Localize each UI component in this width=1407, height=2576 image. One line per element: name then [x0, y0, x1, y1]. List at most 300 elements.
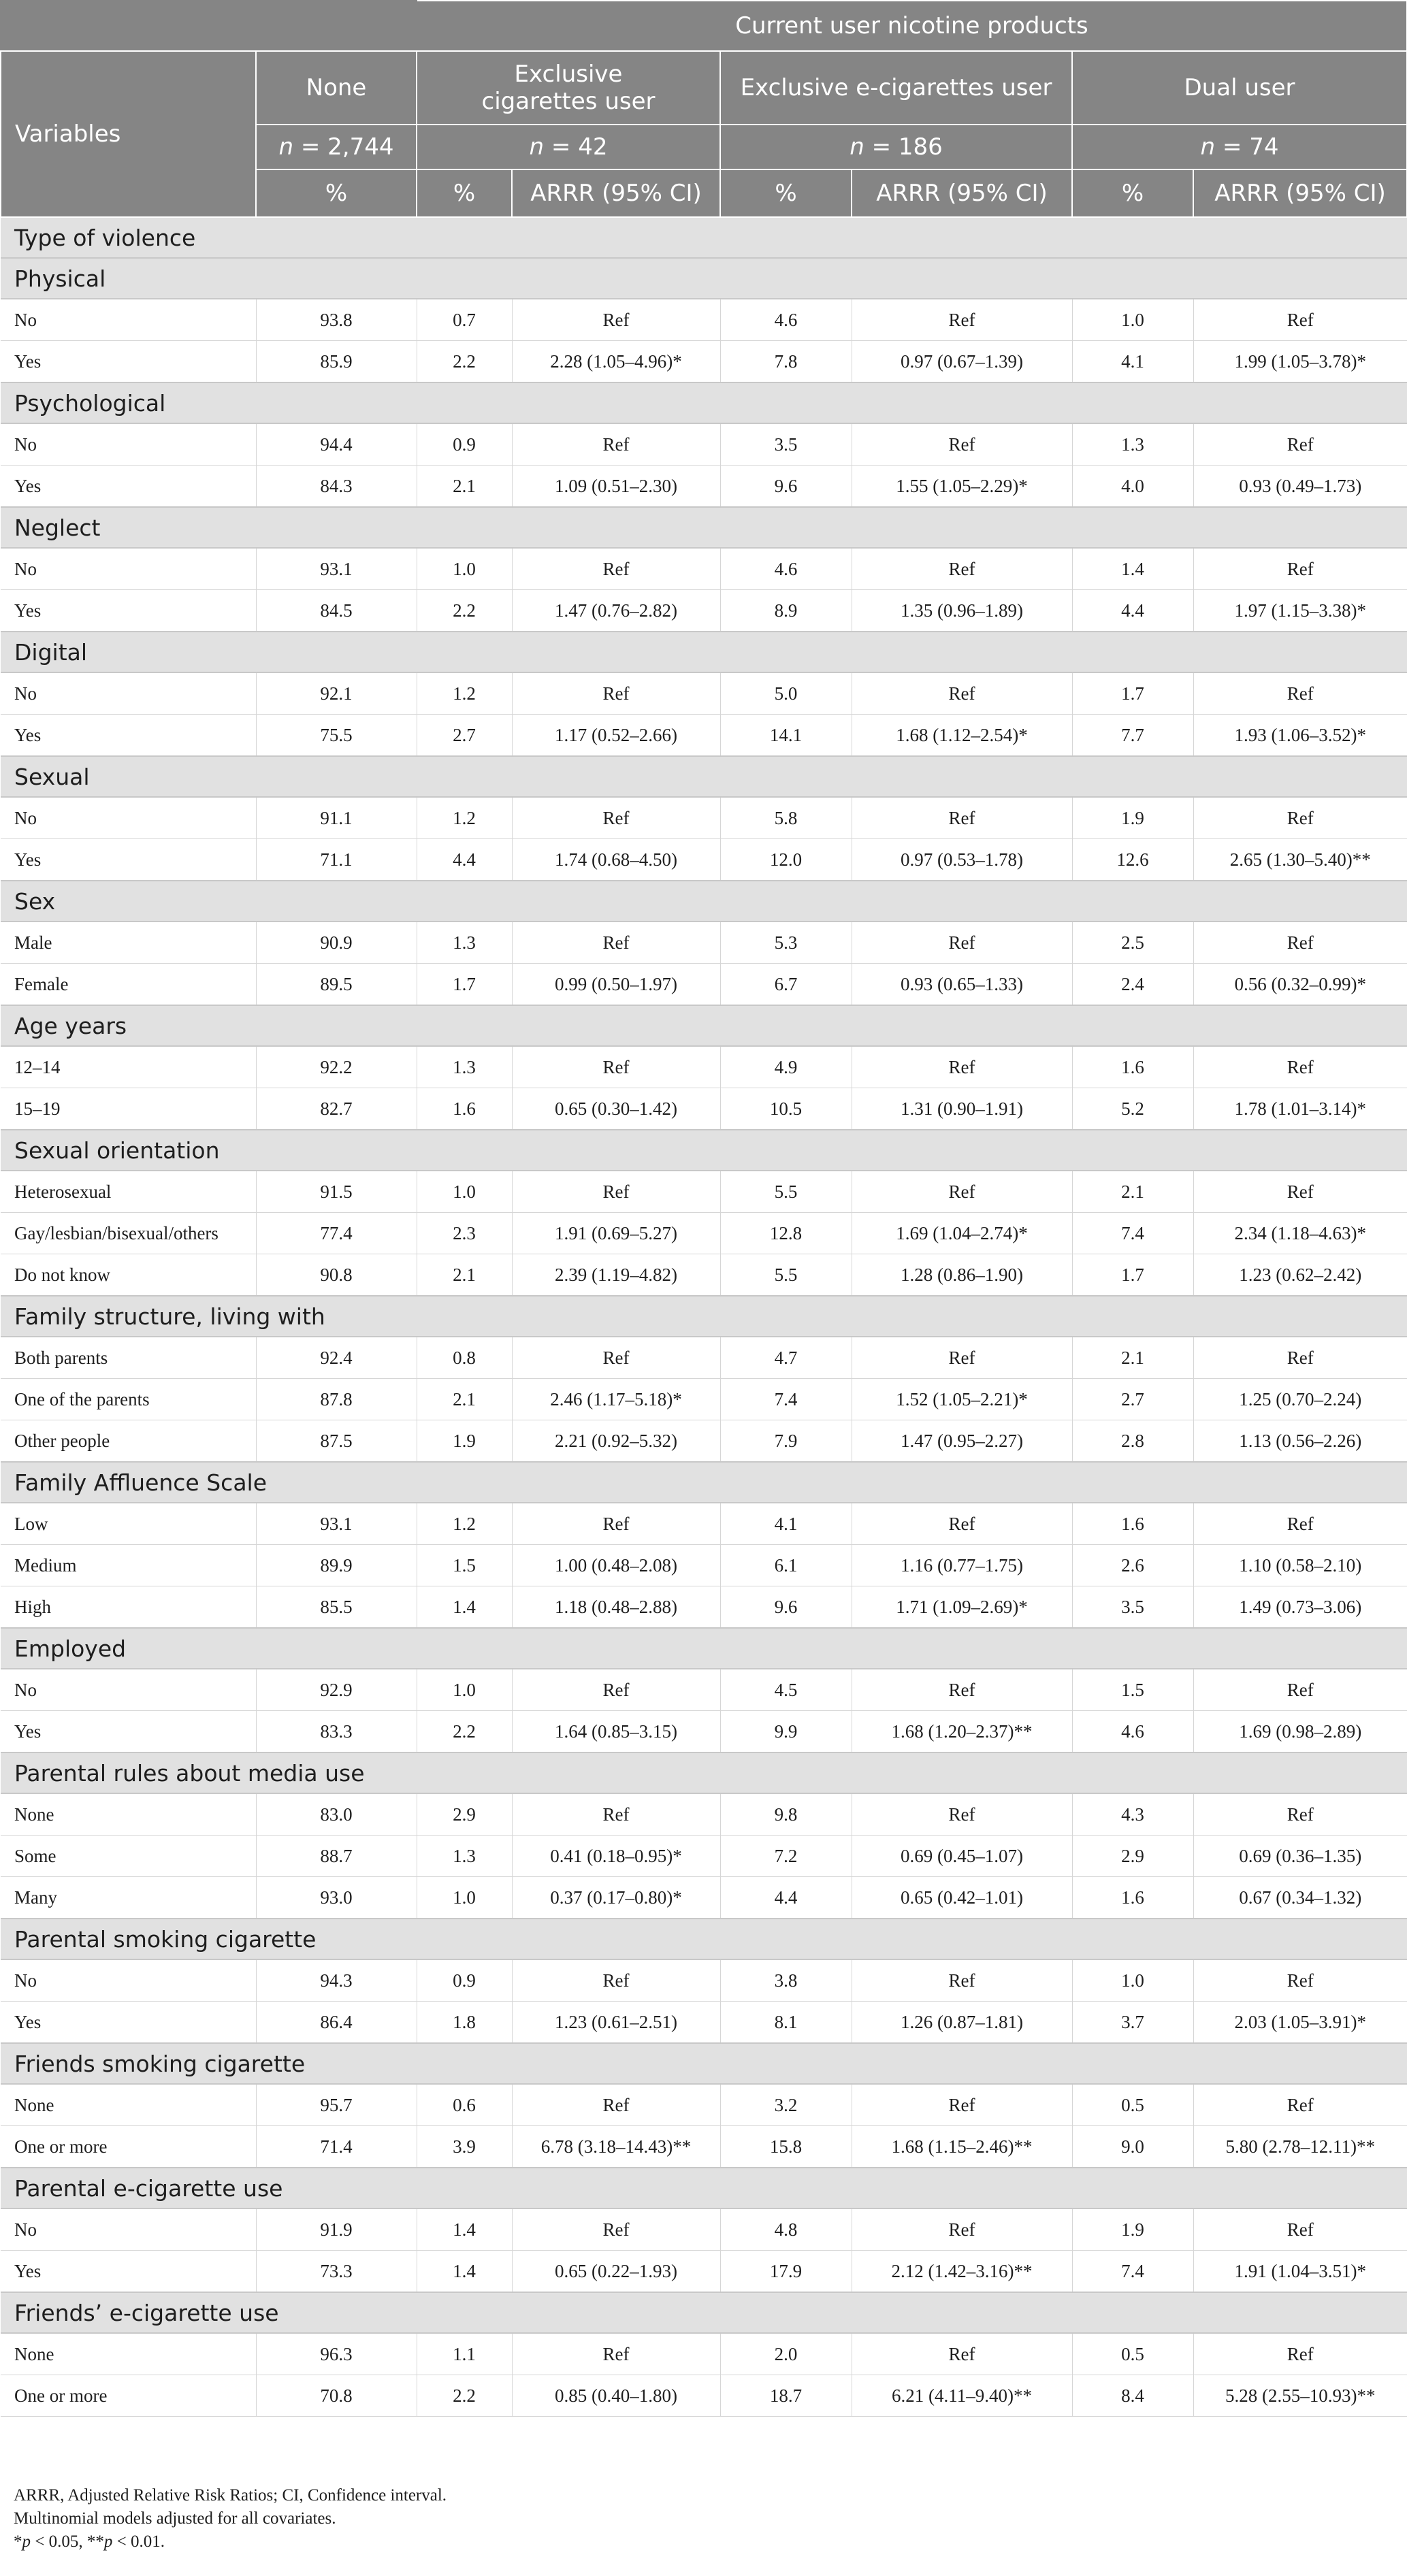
- group-n-none: n = 2,744: [256, 125, 417, 169]
- table-cell: 92.9: [256, 1669, 417, 1711]
- arrr-header: ARRR (95% CI): [852, 169, 1072, 217]
- section-header: [1, 507, 1407, 548]
- arrr-header: ARRR (95% CI): [1193, 169, 1407, 217]
- table-cell: 4.6: [1072, 1711, 1193, 1753]
- table-cell: Ref: [1193, 1959, 1407, 2002]
- variables-label: Variables: [1, 51, 256, 217]
- table-cell: 1.49 (0.73–3.06): [1193, 1586, 1407, 1629]
- table-cell: 83.0: [256, 1793, 417, 1836]
- table-cell: 1.4: [1072, 548, 1193, 590]
- row-label: Yes: [1, 2002, 256, 2044]
- table-cell: Ref: [852, 922, 1072, 964]
- table-cell: 1.0: [1072, 299, 1193, 341]
- table-cell: Ref: [512, 2333, 720, 2375]
- table-cell: 89.5: [256, 964, 417, 1006]
- section-header: [1, 217, 1407, 258]
- table-cell: Ref: [512, 922, 720, 964]
- table-row: [1, 2333, 1407, 2375]
- pct-header: %: [256, 169, 417, 217]
- table-cell: 3.9: [417, 2126, 512, 2168]
- table-row: [1, 1254, 1407, 1297]
- group-n-cigarettes: n = 42: [417, 125, 720, 169]
- row-label: No: [1, 548, 256, 590]
- table-cell: 75.5: [256, 715, 417, 757]
- table-cell: 8.4: [1072, 2375, 1193, 2417]
- table-cell: 4.9: [720, 1046, 852, 1088]
- row-label: No: [1, 1669, 256, 1711]
- table-cell: 0.99 (0.50–1.97): [512, 964, 720, 1006]
- table-cell: 1.78 (1.01–3.14)*: [1193, 1088, 1407, 1130]
- table-cell: Ref: [512, 1503, 720, 1545]
- table-cell: Ref: [512, 423, 720, 466]
- row-label: Medium: [1, 1545, 256, 1586]
- table-cell: 4.0: [1072, 466, 1193, 508]
- table-cell: Ref: [512, 1793, 720, 1836]
- section-title: Employed: [1, 1628, 1407, 1669]
- table-cell: 1.26 (0.87–1.81): [852, 2002, 1072, 2044]
- group-name-dual: Dual user: [1072, 51, 1407, 125]
- table-cell: 92.4: [256, 1337, 417, 1379]
- table-cell: 2.7: [1072, 1379, 1193, 1420]
- table-cell: 2.2: [417, 341, 512, 383]
- table-cell: Ref: [852, 672, 1072, 715]
- table-cell: 2.1: [417, 1254, 512, 1297]
- table-cell: Ref: [1193, 797, 1407, 839]
- table-cell: Ref: [1193, 299, 1407, 341]
- table-cell: 4.8: [720, 2208, 852, 2251]
- table-cell: 6.1: [720, 1545, 852, 1586]
- table-cell: 5.5: [720, 1254, 852, 1297]
- table-cell: 4.4: [1072, 590, 1193, 632]
- table-cell: 6.7: [720, 964, 852, 1006]
- table-cell: 93.1: [256, 1503, 417, 1545]
- table-cell: 10.5: [720, 1088, 852, 1130]
- table-cell: 6.78 (3.18–14.43)**: [512, 2126, 720, 2168]
- table-cell: 2.28 (1.05–4.96)*: [512, 341, 720, 383]
- section-header: [1, 1130, 1407, 1171]
- table-cell: 1.6: [1072, 1503, 1193, 1545]
- section-header: [1, 881, 1407, 922]
- table-cell: 94.3: [256, 1959, 417, 2002]
- table-cell: 5.2: [1072, 1088, 1193, 1130]
- table-cell: 2.34 (1.18–4.63)*: [1193, 1213, 1407, 1254]
- table-cell: Ref: [852, 1171, 1072, 1213]
- table-cell: 3.2: [720, 2084, 852, 2126]
- table-cell: 83.3: [256, 1711, 417, 1753]
- table-cell: 85.5: [256, 1586, 417, 1629]
- row-label: None: [1, 1793, 256, 1836]
- table-cell: 5.28 (2.55–10.93)**: [1193, 2375, 1407, 2417]
- table-cell: Ref: [1193, 1793, 1407, 1836]
- table-cell: 5.0: [720, 672, 852, 715]
- table-cell: Ref: [512, 2084, 720, 2126]
- section-title: Family structure, living with: [1, 1296, 1407, 1337]
- table-cell: 1.8: [417, 2002, 512, 2044]
- table-row: [1, 2208, 1407, 2251]
- row-label: High: [1, 1586, 256, 1629]
- table-cell: Ref: [1193, 1503, 1407, 1545]
- section-header: [1, 1462, 1407, 1503]
- table-cell: 93.1: [256, 548, 417, 590]
- table-cell: Ref: [512, 2208, 720, 2251]
- table-cell: 2.21 (0.92–5.32): [512, 1420, 720, 1463]
- table-cell: Ref: [852, 1669, 1072, 1711]
- row-label: Yes: [1, 341, 256, 383]
- table-cell: Ref: [852, 2333, 1072, 2375]
- table-row: [1, 1379, 1407, 1420]
- table-cell: 2.1: [417, 1379, 512, 1420]
- row-label: Yes: [1, 715, 256, 757]
- table-cell: 71.4: [256, 2126, 417, 2168]
- table-cell: 7.7: [1072, 715, 1193, 757]
- table-cell: 1.10 (0.58–2.10): [1193, 1545, 1407, 1586]
- row-label: Yes: [1, 1711, 256, 1753]
- section-header: [1, 2168, 1407, 2208]
- table-cell: 95.7: [256, 2084, 417, 2126]
- table-cell: 14.1: [720, 715, 852, 757]
- table-cell: 5.3: [720, 922, 852, 964]
- table-cell: 2.46 (1.17–5.18)*: [512, 1379, 720, 1420]
- table-cell: 89.9: [256, 1545, 417, 1586]
- table-row: [1, 466, 1407, 508]
- table-cell: 2.4: [1072, 964, 1193, 1006]
- row-label: None: [1, 2084, 256, 2126]
- table-cell: 1.18 (0.48–2.88): [512, 1586, 720, 1629]
- table-cell: Ref: [1193, 2333, 1407, 2375]
- table-cell: 71.1: [256, 839, 417, 881]
- table-cell: 2.12 (1.42–3.16)**: [852, 2251, 1072, 2293]
- table-cell: 7.8: [720, 341, 852, 383]
- table-cell: 1.16 (0.77–1.75): [852, 1545, 1072, 1586]
- table-cell: 1.97 (1.15–3.38)*: [1193, 590, 1407, 632]
- table-cell: 1.68 (1.12–2.54)*: [852, 715, 1072, 757]
- table-cell: 3.5: [720, 423, 852, 466]
- table-cell: 2.0: [720, 2333, 852, 2375]
- table-cell: 1.28 (0.86–1.90): [852, 1254, 1072, 1297]
- table-row: [1, 1337, 1407, 1379]
- table-cell: 0.9: [417, 1959, 512, 2002]
- row-label: None: [1, 2333, 256, 2375]
- table-row: [1, 1088, 1407, 1130]
- table-cell: 1.1: [417, 2333, 512, 2375]
- table-cell: 84.5: [256, 590, 417, 632]
- table-cell: 93.8: [256, 299, 417, 341]
- row-label: Both parents: [1, 1337, 256, 1379]
- table-cell: 3.7: [1072, 2002, 1193, 2044]
- table-cell: 4.4: [417, 839, 512, 881]
- table-cell: 73.3: [256, 2251, 417, 2293]
- table-cell: Ref: [1193, 1171, 1407, 1213]
- table-row: [1, 1046, 1407, 1088]
- table-cell: 92.1: [256, 672, 417, 715]
- table-cell: 1.9: [1072, 797, 1193, 839]
- table-cell: Ref: [1193, 1046, 1407, 1088]
- table-row: [1, 1959, 1407, 2002]
- table-cell: 1.6: [1072, 1046, 1193, 1088]
- row-label: Gay/lesbian/bisexual/others: [1, 1213, 256, 1254]
- table-cell: 86.4: [256, 2002, 417, 2044]
- section-title: Physical: [1, 258, 1407, 299]
- section-title: Neglect: [1, 507, 1407, 548]
- table-cell: 9.6: [720, 1586, 852, 1629]
- table-cell: Ref: [512, 1337, 720, 1379]
- table-cell: 1.2: [417, 797, 512, 839]
- table-cell: 1.91 (0.69–5.27): [512, 1213, 720, 1254]
- table-cell: 4.6: [720, 548, 852, 590]
- row-label: No: [1, 1959, 256, 2002]
- group-n-ecig: n = 186: [720, 125, 1072, 169]
- section-title: Psychological: [1, 382, 1407, 423]
- table-row: [1, 548, 1407, 590]
- table-cell: 0.93 (0.49–1.73): [1193, 466, 1407, 508]
- table-row: [1, 341, 1407, 383]
- table-cell: Ref: [1193, 2084, 1407, 2126]
- table-cell: Ref: [852, 548, 1072, 590]
- table-notes: [14, 2484, 447, 2554]
- table-cell: 0.97 (0.53–1.78): [852, 839, 1072, 881]
- table-cell: 2.9: [417, 1793, 512, 1836]
- table-cell: 1.7: [1072, 1254, 1193, 1297]
- section-header: [1, 632, 1407, 672]
- header-blank: [1, 1, 417, 51]
- section-header: [1, 756, 1407, 797]
- table-cell: 82.7: [256, 1088, 417, 1130]
- row-label: Other people: [1, 1420, 256, 1463]
- table-cell: 12.6: [1072, 839, 1193, 881]
- table-cell: 2.5: [1072, 922, 1193, 964]
- table-cell: 1.3: [417, 1836, 512, 1877]
- table-row: [1, 1213, 1407, 1254]
- table-cell: 0.65 (0.30–1.42): [512, 1088, 720, 1130]
- table-cell: 0.9: [417, 423, 512, 466]
- row-label: Do not know: [1, 1254, 256, 1297]
- table-cell: Ref: [1193, 423, 1407, 466]
- group-name-cigarettes: Exclusive cigarettes user: [417, 51, 720, 125]
- table-cell: 1.0: [417, 1877, 512, 1919]
- table-cell: 1.7: [417, 964, 512, 1006]
- table-cell: 0.67 (0.34–1.32): [1193, 1877, 1407, 1919]
- row-label: 12–14: [1, 1046, 256, 1088]
- row-label: No: [1, 797, 256, 839]
- table-cell: 0.7: [417, 299, 512, 341]
- table-cell: 1.0: [1072, 1959, 1193, 2002]
- pct-header: %: [1072, 169, 1193, 217]
- table-cell: 2.7: [417, 715, 512, 757]
- table-row: [1, 1545, 1407, 1586]
- table-row: [1, 1586, 1407, 1629]
- table-cell: Ref: [512, 1959, 720, 2002]
- table-cell: 1.3: [1072, 423, 1193, 466]
- table-cell: Ref: [512, 1171, 720, 1213]
- table-row: [1, 672, 1407, 715]
- table-cell: 8.1: [720, 2002, 852, 2044]
- table-row: [1, 2375, 1407, 2417]
- table-cell: 0.65 (0.42–1.01): [852, 1877, 1072, 1919]
- table-cell: 7.4: [1072, 1213, 1193, 1254]
- section-header: [1, 1005, 1407, 1046]
- table-cell: 18.7: [720, 2375, 852, 2417]
- table-cell: 2.1: [1072, 1337, 1193, 1379]
- table-row: [1, 797, 1407, 839]
- section-header: [1, 258, 1407, 299]
- table-cell: 91.1: [256, 797, 417, 839]
- row-label: Female: [1, 964, 256, 1006]
- table-cell: 4.4: [720, 1877, 852, 1919]
- table-cell: 1.13 (0.56–2.26): [1193, 1420, 1407, 1463]
- row-label: One or more: [1, 2126, 256, 2168]
- table-cell: 1.09 (0.51–2.30): [512, 466, 720, 508]
- table-cell: 0.37 (0.17–0.80)*: [512, 1877, 720, 1919]
- note-abbreviations: ARRR, Adjusted Relative Risk Ratios; CI, Confidence interval.: [14, 2486, 447, 2505]
- table-cell: 2.2: [417, 590, 512, 632]
- table-cell: 1.0: [417, 1171, 512, 1213]
- table-row: [1, 964, 1407, 1006]
- row-label: No: [1, 423, 256, 466]
- table-cell: 87.8: [256, 1379, 417, 1420]
- table-cell: Ref: [852, 2084, 1072, 2126]
- section-title: Parental smoking cigarette: [1, 1919, 1407, 1959]
- section-title: Age years: [1, 1005, 1407, 1046]
- table-cell: 0.65 (0.22–1.93): [512, 2251, 720, 2293]
- table-cell: 1.47 (0.76–2.82): [512, 590, 720, 632]
- table-cell: 9.6: [720, 466, 852, 508]
- table-cell: 0.93 (0.65–1.33): [852, 964, 1072, 1006]
- table-cell: 3.5: [1072, 1586, 1193, 1629]
- table-cell: 1.5: [417, 1545, 512, 1586]
- table-cell: Ref: [512, 299, 720, 341]
- table-cell: 1.4: [417, 2251, 512, 2293]
- table-cell: 7.4: [720, 1379, 852, 1420]
- table-cell: 1.99 (1.05–3.78)*: [1193, 341, 1407, 383]
- table-cell: 91.9: [256, 2208, 417, 2251]
- table-cell: 87.5: [256, 1420, 417, 1463]
- section-header: [1, 2292, 1407, 2333]
- section-header: [1, 1919, 1407, 1959]
- table-cell: 9.9: [720, 1711, 852, 1753]
- table-cell: Ref: [1193, 1669, 1407, 1711]
- row-label: Many: [1, 1877, 256, 1919]
- table-cell: 77.4: [256, 1213, 417, 1254]
- table-row: [1, 2126, 1407, 2168]
- row-label: Male: [1, 922, 256, 964]
- table-cell: 0.41 (0.18–0.95)*: [512, 1836, 720, 1877]
- table-cell: 0.69 (0.36–1.35): [1193, 1836, 1407, 1877]
- table-cell: 1.9: [1072, 2208, 1193, 2251]
- table-cell: 1.5: [1072, 1669, 1193, 1711]
- table-cell: 0.5: [1072, 2084, 1193, 2126]
- table-cell: 92.2: [256, 1046, 417, 1088]
- table-cell: 1.91 (1.04–3.51)*: [1193, 2251, 1407, 2293]
- table-cell: 1.4: [417, 2208, 512, 2251]
- section-title: Sexual: [1, 756, 1407, 797]
- table-cell: 2.39 (1.19–4.82): [512, 1254, 720, 1297]
- table-cell: 2.03 (1.05–3.91)*: [1193, 2002, 1407, 2044]
- table-cell: 1.3: [417, 922, 512, 964]
- table-cell: 90.8: [256, 1254, 417, 1297]
- table-cell: 15.8: [720, 2126, 852, 2168]
- table-cell: 2.6: [1072, 1545, 1193, 1586]
- table-cell: 4.1: [1072, 341, 1193, 383]
- section-header: [1, 1628, 1407, 1669]
- table-cell: 2.2: [417, 1711, 512, 1753]
- table-cell: 90.9: [256, 922, 417, 964]
- table-row: [1, 715, 1407, 757]
- group-name-none: None: [256, 51, 417, 125]
- table-cell: 1.93 (1.06–3.52)*: [1193, 715, 1407, 757]
- table-cell: 1.2: [417, 1503, 512, 1545]
- table-cell: Ref: [512, 797, 720, 839]
- table-row: [1, 2251, 1407, 2293]
- table-row: [1, 1420, 1407, 1463]
- table-row: [1, 423, 1407, 466]
- table-cell: Ref: [1193, 672, 1407, 715]
- note-models: Multinomial models adjusted for all covariates.: [14, 2509, 336, 2528]
- table-cell: 1.9: [417, 1420, 512, 1463]
- table-cell: Ref: [852, 1046, 1072, 1088]
- section-title: Parental e-cigarette use: [1, 2168, 1407, 2208]
- super-title: Current user nicotine products: [417, 1, 1407, 51]
- table-cell: 1.23 (0.62–2.42): [1193, 1254, 1407, 1297]
- table-cell: 4.3: [1072, 1793, 1193, 1836]
- table-cell: 1.69 (0.98–2.89): [1193, 1711, 1407, 1753]
- table-cell: 84.3: [256, 466, 417, 508]
- row-label: Low: [1, 1503, 256, 1545]
- pct-header: %: [417, 169, 512, 217]
- row-label: Yes: [1, 2251, 256, 2293]
- table-cell: 0.8: [417, 1337, 512, 1379]
- table-cell: 0.97 (0.67–1.39): [852, 341, 1072, 383]
- table-body: [1, 217, 1407, 2417]
- row-label: Yes: [1, 839, 256, 881]
- row-label: No: [1, 2208, 256, 2251]
- table-cell: 1.00 (0.48–2.08): [512, 1545, 720, 1586]
- section-title: Family Affluence Scale: [1, 1462, 1407, 1503]
- table-cell: 7.4: [1072, 2251, 1193, 2293]
- row-label: 15–19: [1, 1088, 256, 1130]
- table-cell: Ref: [852, 423, 1072, 466]
- table-cell: 1.35 (0.96–1.89): [852, 590, 1072, 632]
- table-cell: 1.6: [1072, 1877, 1193, 1919]
- table-cell: 1.31 (0.90–1.91): [852, 1088, 1072, 1130]
- table-cell: 96.3: [256, 2333, 417, 2375]
- table-cell: Ref: [852, 2208, 1072, 2251]
- section-title: Sexual orientation: [1, 1130, 1407, 1171]
- table-cell: Ref: [852, 1503, 1072, 1545]
- table-cell: 2.1: [1072, 1171, 1193, 1213]
- table-cell: 1.55 (1.05–2.29)*: [852, 466, 1072, 508]
- group-name-ecig: Exclusive e-cigarettes user: [720, 51, 1072, 125]
- table-cell: Ref: [1193, 1337, 1407, 1379]
- table-row: [1, 1836, 1407, 1877]
- row-label: Yes: [1, 590, 256, 632]
- table-cell: 4.1: [720, 1503, 852, 1545]
- table-cell: 94.4: [256, 423, 417, 466]
- table-cell: Ref: [1193, 548, 1407, 590]
- section-header: [1, 1296, 1407, 1337]
- table-row: [1, 1711, 1407, 1753]
- table-row: [1, 590, 1407, 632]
- table-cell: 9.8: [720, 1793, 852, 1836]
- table-cell: 5.8: [720, 797, 852, 839]
- section-title: Friends smoking cigarette: [1, 2043, 1407, 2084]
- table-cell: 9.0: [1072, 2126, 1193, 2168]
- section-header: [1, 2043, 1407, 2084]
- table-cell: Ref: [852, 299, 1072, 341]
- section-title: Type of violence: [1, 217, 1407, 258]
- row-label: Some: [1, 1836, 256, 1877]
- table-cell: 7.2: [720, 1836, 852, 1877]
- table-cell: 1.23 (0.61–2.51): [512, 2002, 720, 2044]
